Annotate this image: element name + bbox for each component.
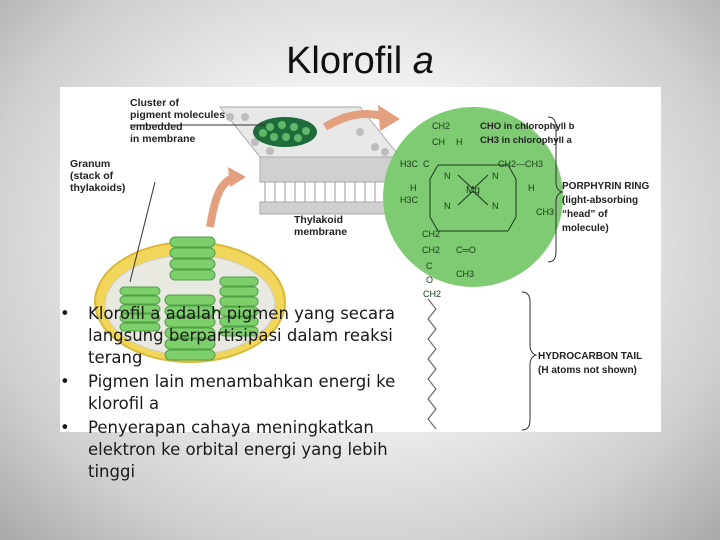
svg-text:O: O [426, 275, 434, 285]
svg-text:(light-absorbing: (light-absorbing [562, 195, 639, 206]
svg-text:N: N [492, 171, 499, 181]
slide-title-main: Klorofil [286, 40, 413, 82]
svg-text:in membrane: in membrane [130, 133, 196, 145]
svg-text:HYDROCARBON TAIL: HYDROCARBON TAIL [538, 351, 643, 362]
svg-text:molecule): molecule) [562, 223, 609, 234]
bullet-text: Penyerapan cahaya meningkatkan elektron ke orbital energi yang lebih tinggi [88, 418, 388, 481]
cluster-label [130, 97, 225, 145]
svg-text:Granum: Granum [70, 158, 111, 170]
svg-text:(stack of: (stack of [70, 170, 114, 182]
svg-text:H3C: H3C [400, 159, 419, 169]
svg-text:H: H [456, 137, 463, 147]
thylakoid-membrane-label [294, 214, 347, 238]
svg-text:(H atoms not shown): (H atoms not shown) [538, 365, 637, 376]
svg-text:CH: CH [432, 137, 445, 147]
slide-title-italic: a [412, 40, 434, 82]
svg-text:“head” of: “head” of [562, 209, 608, 220]
svg-text:N: N [444, 171, 451, 181]
arrowhead-cluster [378, 105, 400, 131]
svg-text:embedded: embedded [130, 121, 183, 133]
hydrocarbon-tail-label [538, 351, 642, 376]
svg-text:PORPHYRIN RING: PORPHYRIN RING [562, 181, 650, 192]
svg-text:CH3: CH3 [536, 207, 555, 217]
svg-text:N: N [444, 201, 451, 211]
magnesium-label: Mg [466, 185, 480, 196]
svg-text:CH3: CH3 [456, 269, 475, 279]
bullet-text: Pigmen lain menambahkan energi ke klorofil a [88, 372, 396, 413]
svg-text:CH2: CH2 [423, 289, 442, 299]
svg-text:H: H [528, 183, 535, 193]
svg-text:N: N [492, 201, 499, 211]
svg-text:CH2—CH3: CH2—CH3 [498, 159, 544, 169]
bullet-item [58, 371, 403, 415]
granum-label [70, 158, 125, 194]
tail-bracket [522, 292, 536, 430]
svg-text:CH2: CH2 [422, 245, 441, 255]
svg-text:membrane: membrane [294, 226, 348, 238]
bullet-marker: • [60, 372, 70, 391]
svg-text:C═O: C═O [456, 245, 476, 255]
porphyrin-ring-label [562, 181, 649, 234]
bullet-marker: • [60, 418, 70, 437]
bullet-list [58, 303, 403, 485]
svg-text:CH2: CH2 [422, 229, 441, 239]
arrowhead-granum [228, 167, 246, 187]
svg-text:C: C [426, 261, 433, 271]
svg-text:H3C: H3C [400, 195, 419, 205]
svg-text:Cluster of: Cluster of [130, 97, 180, 109]
svg-text:H: H [410, 183, 417, 193]
svg-text:thylakoids): thylakoids) [70, 182, 126, 194]
svg-text:C: C [423, 159, 430, 169]
svg-text:CH2: CH2 [432, 121, 451, 131]
hydrocarbon-tail [428, 299, 436, 429]
pigment-cluster [253, 117, 317, 147]
bullet-marker: • [60, 304, 70, 323]
ch3-chlorophyll-a-label: CH3 in chlorophyll a [480, 135, 572, 146]
slide-title [0, 40, 720, 83]
svg-text:Thylakoid: Thylakoid [294, 214, 344, 226]
cho-chlorophyll-b-label: CHO in chlorophyll b [480, 121, 575, 132]
bullet-text: Klorofil a adalah pigmen yang secara langsung berpartisipasi dalam reaksi terang [88, 304, 396, 367]
bullet-item [58, 417, 403, 483]
svg-text:pigment molecules: pigment molecules [130, 109, 226, 121]
bullet-item [58, 303, 403, 369]
